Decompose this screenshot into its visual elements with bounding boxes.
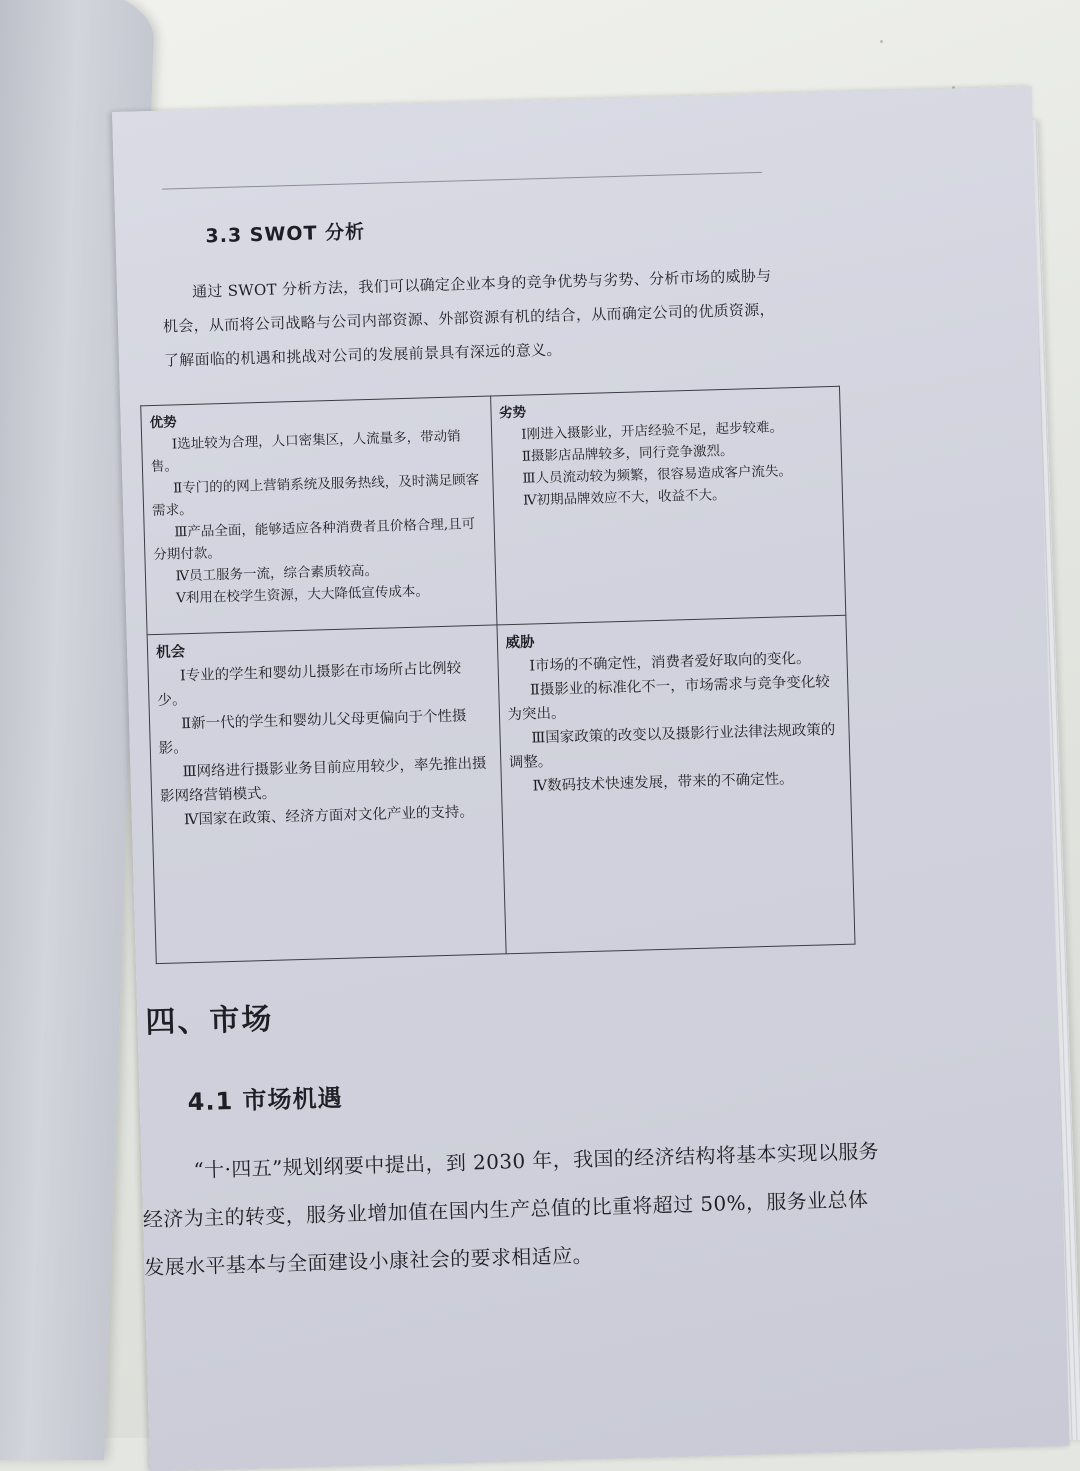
list-item: Ⅱ摄影店品牌较多，同行竞争激烈。 — [521, 442, 734, 465]
list-item: Ⅰ选址较为合理，人口密集区，人流量多，带动销售。 — [150, 428, 461, 476]
list-item: Ⅱ摄影业的标准化不一，市场需求与竞争变化较为突出。 — [507, 674, 830, 724]
surface-speck — [880, 40, 883, 43]
list-item: Ⅱ专门的的网上营销系统及服务热线，及时满足顾客需求。 — [151, 471, 480, 520]
swot-cell-opportunities — [147, 625, 506, 964]
cell-title: 优势 — [149, 414, 177, 432]
list-item: Ⅳ国家在政策、经济方面对文化产业的支持。 — [183, 804, 475, 829]
swot-cell-weaknesses — [490, 386, 846, 625]
list-item: Ⅲ国家政策的改变以及摄影行业法律法规政策的调整。 — [508, 722, 836, 772]
cell-title: 威胁 — [505, 633, 535, 652]
chapter-heading: 四、市场 — [144, 1001, 274, 1041]
list-item: Ⅳ员工服务一流，综合素质较高。 — [175, 562, 379, 585]
list-item: Ⅳ初期品牌效应不大，收益不大。 — [522, 487, 726, 509]
market-paragraph: “十·四五”规划纲要中提出，到 2030 年，我国的经济结构将基本实现以服务经济为主的转变，服务业增加值在国内生产总值的比重将超过 50%，服务业总体发展水平基本与全面建设小康社会的要求相适应。 — [142, 1138, 880, 1280]
swot-cell-strengths — [141, 396, 497, 635]
cell-title: 劣势 — [498, 404, 527, 422]
intro-paragraph: 通过 SWOT 分析方法，我们可以确定企业本身的竞争优势与劣势、分析市场的威胁与机会，从而将公司战略与公司内部资源、外部资源有机的结合，从而确定公司的优质资源，了解面临的机遇和挑战对公司的发展前景具有深远的意义。 — [162, 266, 776, 370]
list-item: Ⅱ新一代的学生和婴幼儿父母更偏向于个性摄影。 — [158, 708, 467, 757]
cell-title: 机会 — [155, 643, 186, 661]
document-page — [112, 86, 1070, 1471]
header-rule — [162, 172, 762, 190]
list-item: Ⅴ利用在校学生资源，大大降低宣传成本。 — [175, 583, 430, 607]
subsection-heading: 4.1 市场机遇 — [187, 1083, 343, 1117]
swot-row-external — [147, 615, 855, 963]
section-heading: 3.3 SWOT 分析 — [205, 220, 366, 248]
list-item: Ⅰ刚进入摄影业，开店经验不足，起步较难。 — [521, 419, 784, 443]
swot-table — [140, 386, 855, 964]
list-item: Ⅰ专业的学生和婴幼儿摄影在市场所占比例较少。 — [157, 660, 462, 709]
swot-cell-threats — [496, 615, 855, 954]
list-item: Ⅰ市场的不确定性，消费者爱好取向的变化。 — [529, 650, 811, 675]
list-item: Ⅲ产品全面，能够适应各种消费者且价格合理,且可分期付款。 — [153, 516, 476, 564]
list-item: Ⅲ网络进行摄影业务目前应用较少，率先推出摄影网络营销模式。 — [159, 755, 487, 805]
swot-row-internal — [141, 386, 846, 634]
list-item: Ⅳ数码技术快速发展，带来的不确定性。 — [532, 771, 794, 795]
list-item: Ⅲ人员流动较为频繁，很容易造成客户流失。 — [522, 463, 793, 487]
